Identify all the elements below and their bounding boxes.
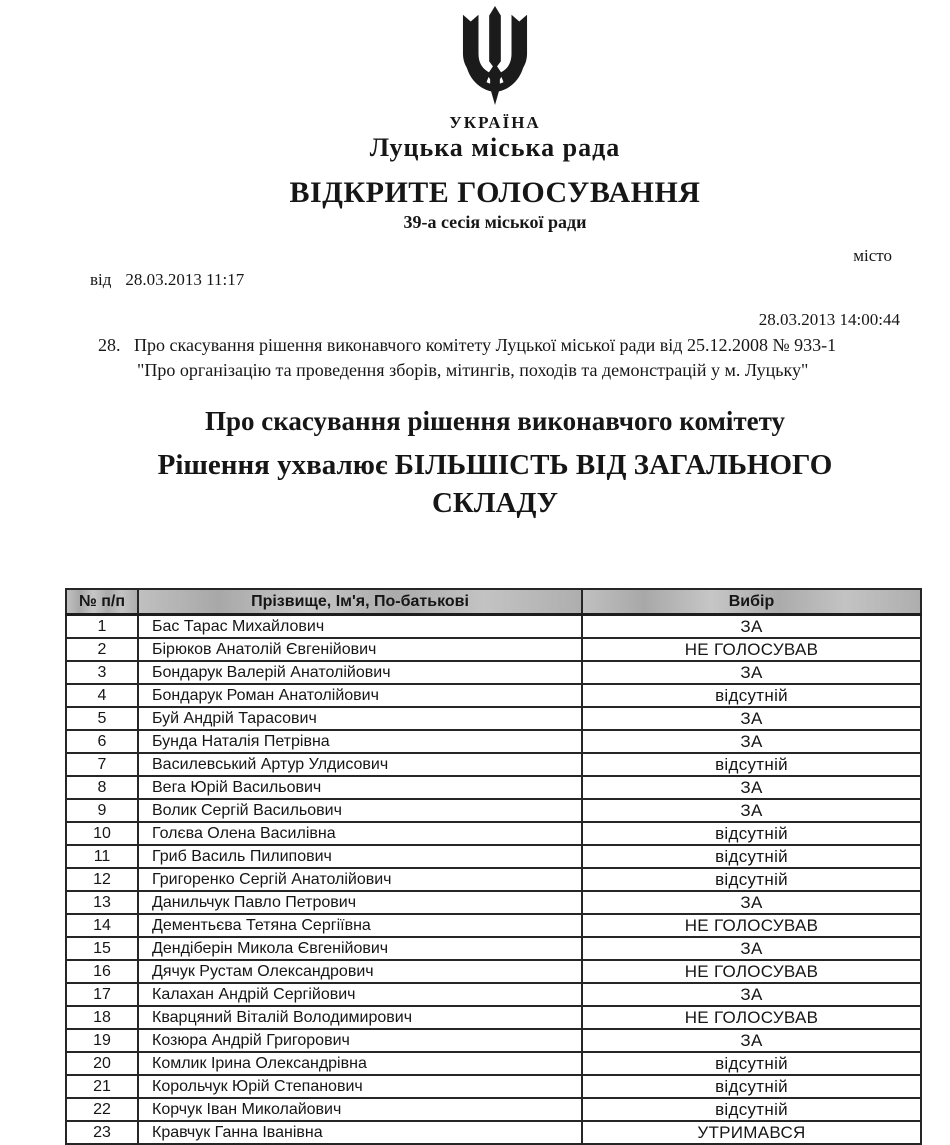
table-body <box>66 615 921 1145</box>
vote-value: ЗА <box>582 799 921 822</box>
session-subtitle: 39-а сесія міської ради <box>403 212 587 232</box>
deputy-name: Бас Тарас Михайлович <box>138 615 582 639</box>
row-number: 4 <box>66 684 138 707</box>
deputy-name: Козюра Андрій Григорович <box>138 1029 582 1052</box>
row-number: 10 <box>66 822 138 845</box>
table-row <box>66 776 921 799</box>
row-number: 12 <box>66 868 138 891</box>
vote-value: ЗА <box>582 730 921 753</box>
table-header-name: Прізвище, Ім'я, По-батькові <box>138 589 582 615</box>
table-row <box>66 638 921 661</box>
deputy-name: Корольчук Юрій Степанович <box>138 1075 582 1098</box>
deputy-name: Кварцяний Віталій Володимирович <box>138 1006 582 1029</box>
deputy-name: Бунда Наталія Петрівна <box>138 730 582 753</box>
agenda-item <box>98 333 910 383</box>
agenda-line-1 <box>98 333 910 358</box>
place-label: місто <box>853 246 892 265</box>
deputy-name: Дячук Рустам Олександрович <box>138 960 582 983</box>
decision-rule <box>40 446 950 522</box>
agenda-text-2: "Про організацію та проведення зборів, мітингів, походів та демонстрацій у м. Луцьку" <box>137 360 809 380</box>
vote-value: відсутній <box>582 1052 921 1075</box>
deputy-name: Вега Юрій Васильович <box>138 776 582 799</box>
row-number: 6 <box>66 730 138 753</box>
row-number: 21 <box>66 1075 138 1098</box>
row-number: 5 <box>66 707 138 730</box>
session-date-line <box>90 270 244 290</box>
row-number: 19 <box>66 1029 138 1052</box>
table-row <box>66 914 921 937</box>
table-row <box>66 661 921 684</box>
table-row <box>66 822 921 845</box>
deputy-name: Голєва Олена Василівна <box>138 822 582 845</box>
country-label: УКРАЇНА <box>449 113 541 132</box>
table-row <box>66 1075 921 1098</box>
vote-value: НЕ ГОЛОСУВАВ <box>582 960 921 983</box>
agenda-number: 28. <box>98 335 121 355</box>
row-number: 1 <box>66 615 138 639</box>
table-header-row <box>66 589 921 615</box>
row-number: 9 <box>66 799 138 822</box>
deputy-name: Данильчук Павло Петрович <box>138 891 582 914</box>
session-datetime: 28.03.2013 11:17 <box>125 270 245 289</box>
row-number: 15 <box>66 937 138 960</box>
row-number: 8 <box>66 776 138 799</box>
row-number: 17 <box>66 983 138 1006</box>
deputy-name: Кравчук Ганна Іванівна <box>138 1121 582 1144</box>
from-label: від <box>90 270 112 289</box>
table-row <box>66 1006 921 1029</box>
vote-value: НЕ ГОЛОСУВАВ <box>582 638 921 661</box>
vote-datetime: 28.03.2013 14:00:44 <box>758 310 900 329</box>
vote-value: відсутній <box>582 684 921 707</box>
row-number: 16 <box>66 960 138 983</box>
deputy-name: Григоренко Сергій Анатолійович <box>138 868 582 891</box>
vote-value: ЗА <box>582 983 921 1006</box>
row-number: 14 <box>66 914 138 937</box>
question-title: Про скасування рішення виконавчого комітету <box>204 406 786 436</box>
row-number: 11 <box>66 845 138 868</box>
vote-value: ЗА <box>582 661 921 684</box>
deputy-name: Василевський Артур Улдисович <box>138 753 582 776</box>
vote-value: відсутній <box>582 822 921 845</box>
vote-value: відсутній <box>582 845 921 868</box>
vote-value: відсутній <box>582 868 921 891</box>
deputy-name: Бондарук Роман Анатолійович <box>138 684 582 707</box>
decision-rule-line-1: Рішення ухвалює БІЛЬШІСТЬ ВІД ЗАГАЛЬНОГО <box>157 449 833 481</box>
deputy-name: Волик Сергій Васильович <box>138 799 582 822</box>
vote-value: ЗА <box>582 1029 921 1052</box>
deputy-name: Бондарук Валерій Анатолійович <box>138 661 582 684</box>
deputy-name: Гриб Василь Пилипович <box>138 845 582 868</box>
row-number: 20 <box>66 1052 138 1075</box>
row-number: 23 <box>66 1121 138 1144</box>
table-row <box>66 1098 921 1121</box>
table-row <box>66 707 921 730</box>
vote-value: відсутній <box>582 1098 921 1121</box>
vote-value: ЗА <box>582 707 921 730</box>
table-row <box>66 1121 921 1144</box>
agenda-text-1: Про скасування рішення виконавчого комітету Луцької міської ради від 25.12.2008 № 933-1 <box>134 335 837 355</box>
vote-value: ЗА <box>582 615 921 639</box>
table-row <box>66 753 921 776</box>
vote-value: відсутній <box>582 1075 921 1098</box>
table-header-number: № п/п <box>66 589 138 615</box>
deputy-name: Комлик Ірина Олександрівна <box>138 1052 582 1075</box>
deputy-name: Буй Андрій Тарасович <box>138 707 582 730</box>
vote-value: НЕ ГОЛОСУВАВ <box>582 914 921 937</box>
decision-rule-line-2: СКЛАДУ <box>431 487 559 519</box>
deputy-name: Бірюков Анатолій Євгенійович <box>138 638 582 661</box>
council-name: Луцька міська рада <box>369 133 621 162</box>
vote-value: НЕ ГОЛОСУВАВ <box>582 1006 921 1029</box>
table-row <box>66 1052 921 1075</box>
table-row <box>66 868 921 891</box>
row-number: 13 <box>66 891 138 914</box>
ukraine-trident-icon <box>448 5 542 106</box>
table-row <box>66 937 921 960</box>
table-row <box>66 1029 921 1052</box>
vote-value: ЗА <box>582 776 921 799</box>
vote-value: відсутній <box>582 753 921 776</box>
document-title: ВІДКРИТЕ ГОЛОСУВАННЯ <box>289 176 701 209</box>
vote-value: ЗА <box>582 891 921 914</box>
deputy-name: Калахан Андрій Сергійович <box>138 983 582 1006</box>
row-number: 7 <box>66 753 138 776</box>
table-row <box>66 845 921 868</box>
table-row <box>66 730 921 753</box>
table-row <box>66 684 921 707</box>
row-number: 2 <box>66 638 138 661</box>
table-header-vote: Вибір <box>582 589 921 615</box>
row-number: 3 <box>66 661 138 684</box>
row-number: 22 <box>66 1098 138 1121</box>
table-row <box>66 799 921 822</box>
table-row <box>66 983 921 1006</box>
row-number: 18 <box>66 1006 138 1029</box>
deputy-name: Корчук Іван Миколайович <box>138 1098 582 1121</box>
vote-value: ЗА <box>582 937 921 960</box>
table-row <box>66 960 921 983</box>
deputy-name: Дендіберін Микола Євгенійович <box>138 937 582 960</box>
vote-value: УТРИМАВСЯ <box>582 1121 921 1144</box>
table-row <box>66 615 921 639</box>
table-row <box>66 891 921 914</box>
voting-table <box>65 588 922 1145</box>
deputy-name: Дементьєва Тетяна Сергіївна <box>138 914 582 937</box>
